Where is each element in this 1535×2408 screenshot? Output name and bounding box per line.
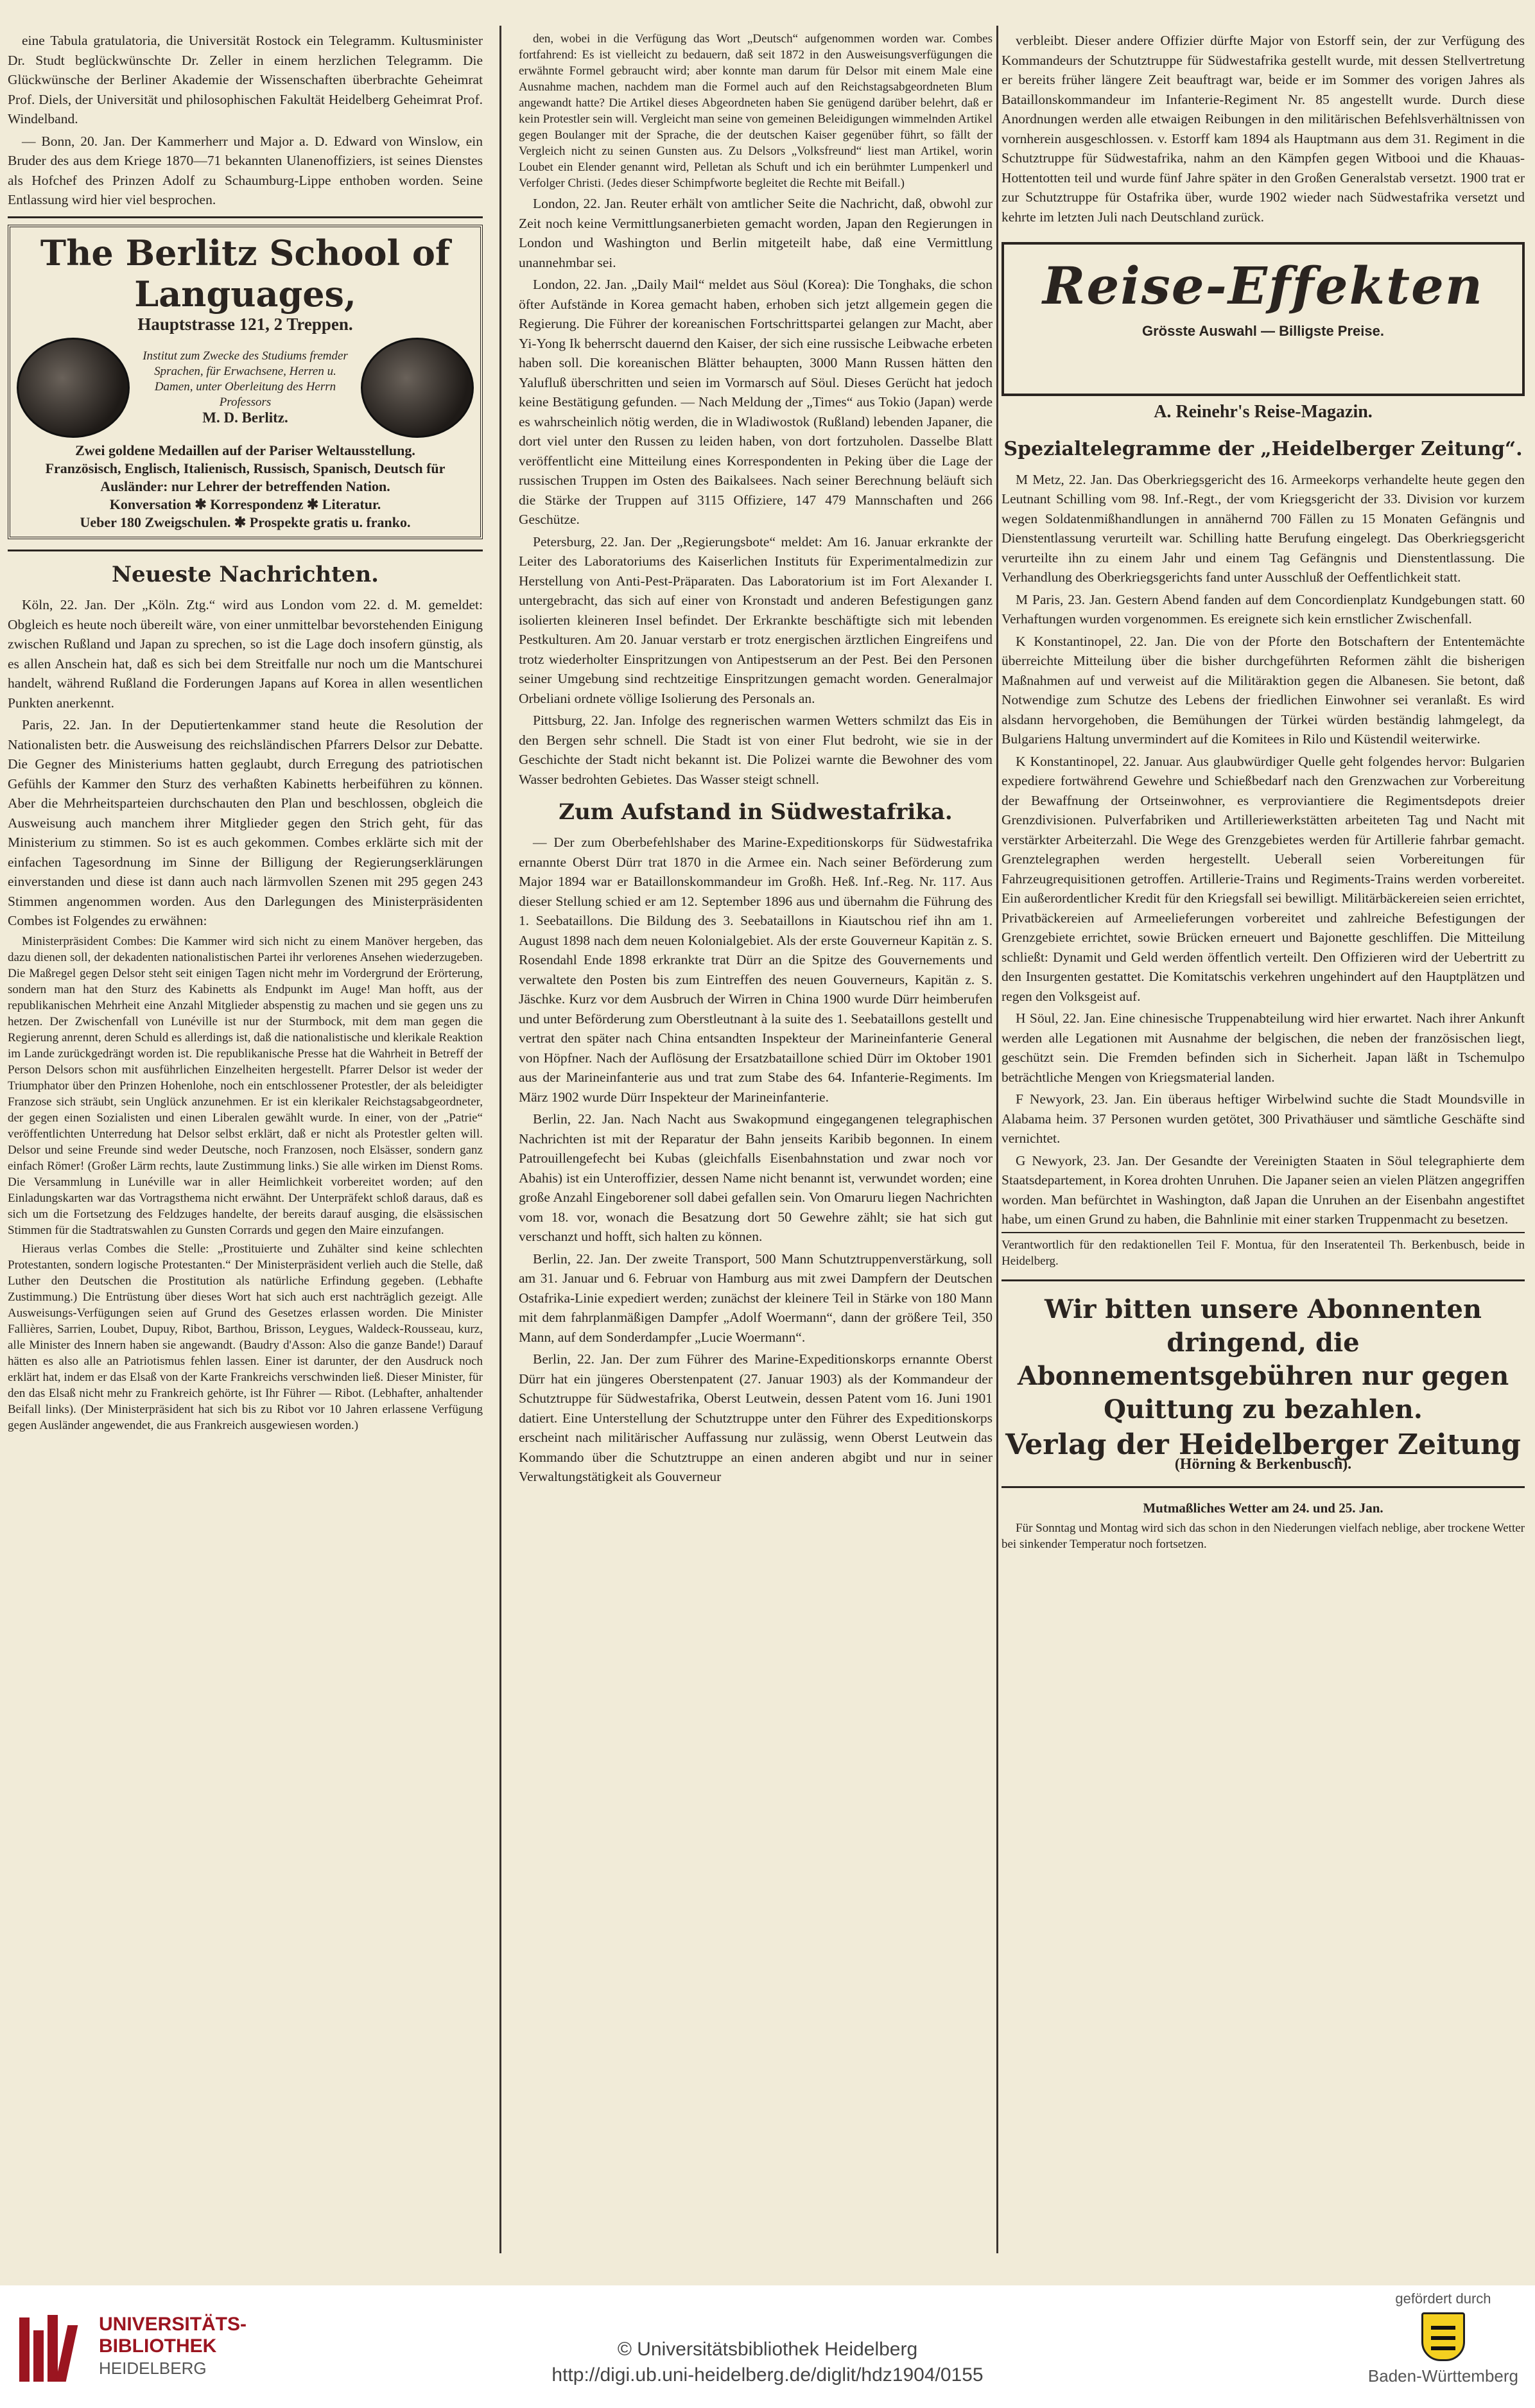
ad-line: Ueber 180 Zweigschulen. ✱ Prospekte gratis u. franko.	[80, 514, 411, 530]
article-paragraph: Köln, 22. Jan. Der „Köln. Ztg.“ wird aus London vom 22. d. M. gemeldet: Obgleich es heute noch übereilt wäre, von einer unmittelbar bevorstehenden Einigung zwischen Rußland und Japan zu sprechen, so ist die Lage doch insofern günstig, als es allen Anschein hat, daß es sich bei dem Streitfalle nur noch um die Mantschurei handelt, während Rußland die Forderungen Japans auf Korea in allen wesentlichen Punkten anerkennt.	[8, 597, 483, 711]
divider	[8, 216, 483, 218]
weather-title: Mutmaßliches Wetter am 24. und 25. Jan.	[1143, 1500, 1383, 1516]
column-3	[1002, 31, 1525, 2265]
ad-address: Hauptstrasse 121, 2 Treppen.	[137, 314, 353, 334]
medal-right-icon	[361, 338, 474, 438]
ad-line: Französisch, Englisch, Italienisch, Russisch, Spanisch, Deutsch für Ausländer: nur Lehrer der betreffenden Nation.	[45, 460, 446, 494]
column-1	[8, 31, 483, 2265]
article-paragraph: Berlin, 22. Jan. Der zweite Transport, 500 Mann Schutztruppenverstärkung, soll am 31. Januar und 6. Februar von Hamburg aus mit zwei Dampfern der Deutschen Ostafrika-Linie expediert werden; zunächst der kleinere Teil in Stärke von 180 Mann mit dem fahrplanmäßigen Dampfer „Adolf Woermann“, dann der größere Teil, 350 Mann, auf dem Sonderdampfer „Lucie Woermann“.	[519, 1251, 993, 1345]
sponsor-name: Baden-Württemberg	[1367, 2366, 1518, 2386]
copyright-text: © Universitätsbibliothek Heidelberg	[617, 2339, 918, 2360]
telegram-paragraph: H Söul, 22. Jan. Eine chinesische Truppenabteilung wird hier erwartet. Nach ihrer Ankunft werden alle Legationen mit Ausnahme der belgischen, die neben der französischen liegt, geschützt sein. Die Fremden befinden sich in Sicherheit. Japan läßt in Tschemulpo beträchtliche Mengen von Kriegsmaterial landen.	[1002, 1010, 1525, 1085]
column-rule	[996, 26, 998, 2253]
ad-institute-text: Institut zum Zwecke des Studiums fremder Sprachen, für Erwachsene, Herren u. Damen, unter Oberleitung des Herrn Professors	[143, 349, 348, 409]
library-name-line: UNIVERSITÄTS-	[99, 2314, 247, 2335]
article-paragraph: — Bonn, 20. Jan. Der Kammerherr und Major a. D. Edward von Winslow, ein Bruder des aus dem Kriege 1870—71 bekannten Ulanenoffiziers, ist seines Dienstes als Hofchef des Prinzen Adolf zu Schaumburg-Lippe enthoben worden. Seine Entlassung wird hier viel besprochen.	[8, 133, 483, 207]
citation	[0, 2337, 1535, 2388]
ad-line: Konversation ✱ Korrespondenz ✱ Literatur.	[109, 496, 381, 512]
article-paragraph: Berlin, 22. Jan. Nach Nacht aus Swakopmund eingegangenen telegraphischen Nachrichten ist mit der Reparatur der Bahn jenseits Karibib begonnen. In einem Patrouillengefecht bei Kubas (gleichfalls Eisenbahnstation und zwar noch vor Abahis) ist ein Unteroffizier, dessen Name nicht benannt ist, verwundet worden; eine große Anzahl Eingeborener soll dabei gefallen sein. Von Omaruru liegen Nachrichten vom 18. vor, wonach die Besatzung dort 50 Gewehre zählt; sie hat sich gut verschanzt und hofft, sich halten zu können.	[519, 1111, 993, 1244]
ad-title: The Berlitz School of Languages,	[40, 232, 451, 315]
telegram-paragraph: F Newyork, 23. Jan. Ein überaus heftiger Wirbelwind suchte die Stadt Moundsville in Alabama heim. 37 Personen wurden getötet, 300 Privathäuser und sämtliche Geschäfte sind vernichtet.	[1002, 1091, 1525, 1146]
footer	[0, 2285, 1535, 2408]
publisher-name: Verlag der Heidelberger Zeitung	[1005, 1428, 1521, 1461]
funded-by-label: gefördert durch	[1395, 2291, 1491, 2307]
article-paragraph-small: Hieraus verlas Combes die Stelle: „Prostituierte und Zuhälter sind keine schlechten Protestanten, sondern logische Protestanten.“ Der Ministerpräsident verlieh auch die Stelle, daß Luther den Deutschen die Prostitution als natürliche Erfindung gegeben. (Lebhafte Zustimmung.) Die Entrüstung über dieses Wort hat sich auch erst nachträglich gezeigt. Alle Ausweisungs-Verfügungen seien auf Grund des Gesetzes erlassen worden. Die Minister Fallières, Sarrien, Loubet, Dupuy, Ribot, Barthou, Brisson, Leygues, Waldeck-Rousseau, kurz, alle Minister des Innern haben sie angewandt. (Baudry d'Asson: Also die ganze Bande!) Darauf hätten es also alle an Patriotismus fehlen lassen. Einer ist darunter, der den Ausdruck noch erklärt hat, indem er das Elsaß von der Karte Frankreichs verschwinden ließ. Dieser Minister, für den das Elsaß nicht mehr zu Frankreich gehörte, ist Ihr Führer — Ribot. (Lebhafter, anhaltender Beifall links). (Der Ministerpräsident hat sich bis zu Ribot vor 10 Jahren erlassene Verfügung gegen Ausländer angewendet, die aus Frankreich ausgewiesen worden.)	[8, 1242, 483, 1432]
article-paragraph: London, 22. Jan. Reuter erhält von amtlicher Seite die Nachricht, daß, obwohl zur Zeit noch keine Vermittlungsanerbieten gemacht worden, Japan den Regierungen in London und Washington und Berlin mitgeteilt habe, daß eine Vermittlung unannehmbar sei.	[519, 196, 993, 270]
notice-text: Wir bitten unsere Abonnenten dringend, die Abonnementsgebühren nur gegen Quittung zu bezahlen.	[1017, 1294, 1509, 1425]
ad-shop-name: A. Reinehr's Reise-Magazin.	[1154, 402, 1373, 422]
sponsor-logo[interactable]	[1368, 2291, 1518, 2386]
article-paragraph: verbleibt. Dieser andere Offizier dürfte Major von Estorff sein, der zur Verfügung des Kommandeurs der Schutztruppe für Südwestafrika gestellt wurde, mit dessen Stellvertretung er bereits früher längere Zeit beauftragt war, beide er im Sommer des vorigen Jahres als Bataillonskommandeur im Infanterie-Regiment Nr. 85 angestellt wurde. Durch diese Anordnungen werden alle etwaigen Reibungen in den militärischen Befehlsverhältnissen von vornherein ausgeschlossen. v. Estorff kam 1894 als Hauptmann aus dem 31. Regiment in die Schutztruppe für Südwestafrika, nahm an den Kämpfen gegen Witbooi und die Khauas-Hottentotten teil und wurde fünf Jahre später in den Großen Generalstab versetzt. 1900 trat er zur Schutztruppe für Ostafrika über, wurde 1902 wieder nach Südwestafrika versetzt und kehrte im letzten Juli nach Deutschland zurück.	[1002, 33, 1525, 225]
article-paragraph: — Der zum Oberbefehlshaber des Marine-Expeditionskorps für Südwestafrika ernannte Oberst Dürr trat 1870 in die Armee ein. Nach seiner Beförderung zum Major 1894 war er Bataillonskommandeur im Großh. Heß. Inf.-Reg. Nr. 117. Aus dieser Stellung schied er am 12. September 1896 aus und übernahm die Führung des 1. Seebataillons. Die Bildung des 3. Seebataillons in Kiautschou rief ihn am 1. August 1898 nach dem neuen Kolonialgebiet. Als der erste Gouverneur Kapitän z. S. Rosendahl Ende 1898 erkrankte trat Dürr an die Spitze des Gouvernements und verwaltete den Posten bis zum Eintreffen des neuen Gouverneurs, Kapitän z. S. Jäschke. Kurz vor dem Ausbruch der Wirren in China 1900 wurde Dürr heimberufen und unter Beförderung zum Oberstleutnant à la suite des 1. Seebataillons gestellt und vertrat den später nach China entsandten Inspekteur der Marineinfanterie General von Höpfner. Nach der Auflösung der Ersatzbataillone schied Dürr im Oktober 1901 aus der Marineinfanterie aus und trat zum Stabe des 64. Infanterie-Regiments. Im März 1902 wurde Dürr Inspekteur der Marineinfanterie.	[519, 835, 993, 1105]
ad-director: M. D. Berlitz.	[202, 410, 288, 426]
medal-left-icon	[17, 338, 130, 438]
article-paragraph: Petersburg, 22. Jan. Der „Regierungsbote“ meldet: Am 16. Januar erkrankte der Leiter des Laboratoriums des Kaiserlichen Instituts für Experimentalmedizin zur Herstellung von Anti-Pest-Präparaten. Das Laboratorium ist im Fort Alexander I. untergebracht, das sich auf einer von Kronstadt und anderen Befestigungen ganz isolierten kleineren Insel befindet. Der Erkrankte beschäftigte sich mit lebenden Pestkulturen. Am 20. Januar verstarb er trotz energischen ärztlichen Eingreifens und trotz wiederholter Einspritzungen von Antipestserum an der Pest. Bei den Personen seiner Umgebung sind rechtzeitige Einspritzungen gemacht worden. Generalmajor Orbeliani ordnete völlige Isolierung des Personals an.	[519, 533, 993, 706]
column-rule	[499, 26, 501, 2253]
telegram-paragraph: M Paris, 23. Jan. Gestern Abend fanden auf dem Concordienplatz Kundgebungen statt. 60 Verhaftungen wurden vorgenommen. Es ereignete sich kein ernstlicher Zwischenfall.	[1002, 591, 1525, 627]
reise-effekten-advertisement	[1002, 242, 1525, 396]
article-paragraph-small: Ministerpräsident Combes: Die Kammer wird sich nicht zu einem Manöver hergeben, das dazu dienen soll, der dekadenten nationalistischen Partei ihr verlorenes Ansehen wiederzugeben. Die Maßregel gegen Delsor steht seit einigen Tagen nicht mehr im Vordergrund der Erörterung, sondern man hat den Sturz des Kabinetts als Endpunkt im Auge! Man hofft, aus der republikanischen Mehrheit eine Anzahl Mitglieder abspenstig zu machen und sie gegen uns zu hetzen. Der Zwischenfall von Lunéville ist nur der Sturmbock, mit dem man gegen die Regierung anrennt, deren Schuld es allerdings ist, daß die nationalistische und klerikale Reaktion im Lande zurückgedrängt worden ist. Die republikanische Presse hat die Wahrheit in Betreff der Person Delsors schon mit ausführlichen Einzelheiten hergestellt. Pfarrer Delsor ist weder der Triumphator über den Prinzen Hohenlohe, noch ein entschlossener Protestler, der als beleidigter Franzose sich sträubt, sein Unglück anzunehmen. Er ist ein klerikaler Reichstagsabgeordneter, der gegen einen Sozialisten und einen Liberalen gewählt wurde. In einer, von der „Patrie“ veröffentlichten Unterredung hat Delsor selbst erklärt, daß er nicht als Protestler gelten will. Delsor und seine Freunde sind weder Deutsche, noch Franzosen, noch Elsässer, sondern ganz einfach Römer! (Großer Lärm rechts, laute Zustimmung links.) Sie alle wirken im Dienst Roms. Die Versammlung in Lunéville war in aller Heimlichkeit vorbereitet worden; auf den Einladungskarten war das Vortragsthema nicht erwähnt. Der Unterpräfekt schloß daraus, daß es sich um die Fortsetzung des Feldzuges handelte, der bereits darauf ausging, die elsässischen Stimmen für die Stadtratswahlen zu Gunsten Corrards und gegen den Maire einzufangen.	[8, 934, 483, 1237]
telegram-paragraph: K Konstantinopel, 22. Januar. Aus glaubwürdiger Quelle geht folgendes hervor: Bulgarien expediere fortwährend Gewehre und Schießbedarf nach den Grenzwachen zur Vorbereitung der Bewaffnung der Ortseinwohner, es verproviantiere die Regimentsdepots dreier Grenzdivisionen. Pulverfabriken und Artilleriewerkstätten arbeiteten Tag und Nacht mit verstärkter Arbeiterzahl. Die Wege des Grenzgebietes werden für Artillerie fahrbar gemacht. Grenztelegraphen werden hergestellt. Ueberall seien Vorbereitungen für Fahrzeugrequisitionen getroffen. Artillerie-Trains und Regiments-Trains werden vorbereitet. Ein außerordentlicher Kredit für den Kriegsfall sei bewilligt. Militärbäckereien seien errichtet, Privatbäckereien auf Armeelieferungen vorbereitet und zahlreiche Befestigungen der Grenzgebiete errichtet, sowie Brücken erneuert und Bajonette geschliffen. Die Mitteilung schließt: Dynamit und Geld werden öffentlich verteilt. Den Offizieren wird der Uebertritt zu den Insurgenten gestattet. Die Komitatschis verkehren ungehindert auf den Hauptplätzen und regen den Volksgeist auf.	[1002, 753, 1525, 1004]
section-heading-telegrams: Spezialtelegramme der „Heidelberger Zeitung“.	[1003, 437, 1523, 460]
telegram-paragraph: M Metz, 22. Jan. Das Oberkriegsgericht des 16. Armeekorps verhandelte heute gegen den Leutnant Schilling vom 98. Inf.-Regt., der vom Kriegsgericht der 33. Division vor kurzem wegen Soldatenmißhandlungen in annähernd 700 Fällen zu 15 Monaten Gefängnis und Dienstentlassung verurteilt war. Schilling hatte Berufung eingelegt. Das Oberkriegsgericht verurteilte ihn zu einem Jahr und einem Tag Gefängnis und Dienstentlassung. Die Verhandlung des Oberkriegsgerichts fand unter Ausschluß der Oeffentlichkeit statt.	[1002, 471, 1525, 585]
imprint: Verantwortlich für den redaktionellen Teil F. Montua, für den Inseratenteil Th. Berkenbusch, beide in Heidelberg.	[1002, 1232, 1525, 1269]
state-crest-icon	[1421, 2312, 1465, 2361]
library-name-line: BIBLIOTHEK	[99, 2335, 217, 2357]
article-paragraph: Pittsburg, 22. Jan. Infolge des regnerischen warmen Wetters schmilzt das Eis in den Bergen sehr schnell. Die Stadt ist von einer Flut bedroht, wie sie in der Geschichte der Stadt nicht bekannt ist. Die Polizei warnte die Bewohner des vom Wasser bedrohten Gebietes. Das Wasser steigt schnell.	[519, 713, 993, 787]
publisher-editors: (Hörning & Berkenbusch).	[1174, 1456, 1352, 1473]
column-2	[519, 31, 993, 2265]
library-name-line: HEIDELBERG	[99, 2359, 207, 2378]
telegram-paragraph: K Konstantinopel, 22. Jan. Die von der Pforte den Botschaftern der Ententemächte überreichte Mitteilung über die bisher durchgeführten Reformen zählt die bisherigen Maßnahmen auf und verweist auf die Militäraktion gegen die Albanesen. Sie betont, daß Notwendige zum Schutze des Lebens der friedlichen Einwohner sei veranlaßt. Es wird alsdann hervorgehoben, die Bemühungen der Türkei würden beständig lahmgelegt, da Bulgariens Haltung unvermindert auf die Komitees in Rilo und Küstendil weiterwirke.	[1002, 633, 1525, 747]
article-paragraph: London, 22. Jan. „Daily Mail“ meldet aus Söul (Korea): Die Tonghaks, die schon öfter Aufstände in Korea gemacht haben, erhoben sich jetzt allgemein gegen die Regierung. Die Führer der koreanischen Fortschrittspartei gelangen zur Macht, aber Yi-Yong Ik beherrscht dauernd den Kaiser, der sich eine russische Leibwache erbeten haben soll. Die koreanischen Blätter behaupten, 3000 Mann Russen hätten den Yalufluß überschritten und seien im Vormarsch auf Söul. Dieses Gerücht hat jedoch keine Bestätigung gefunden. — Nach Meldung der „Times“ aus Tokio (Japan) werde es wahrscheinlich nötig werden, die in Wladiwostok (Rußland) lebenden Japaner, die dort viel unter den Russen zu leiden haben, von dort fortzuholen. Dasselbe Blatt veröffentlicht eine Mitteilung eines Korrespondenten in Peking über die Lage der russischen Truppen im Osten des Baikalsees. Nach seiner Berechnung beläuft sich die Stärke der Truppen auf 3115 Offiziere, 147 479 Mannschaften und 266 Geschütze.	[519, 277, 993, 527]
ad-line: Zwei goldene Medaillen auf der Pariser Weltausstellung.	[75, 442, 415, 458]
permalink[interactable]: http://digi.ub.uni-heidelberg.de/diglit/hdz1904/0155	[551, 2364, 984, 2386]
divider	[8, 550, 483, 551]
ad-subtitle: Grösste Auswahl — Billigste Preise.	[1142, 323, 1384, 339]
section-heading-suedwestafrika: Zum Aufstand in Südwestafrika.	[559, 799, 953, 825]
article-paragraph: Berlin, 22. Jan. Der zum Führer des Marine-Expeditionskorps ernannte Oberst Dürr hat ein jüngeres Oberstenpatent (27. Januar 1903) als der Kommandeur der Schutztruppe für Südwestafrika, Oberst Leutwein, dessen Patent vom 16. Juni 1901 datiert. Eine Unterstellung der Schutztruppe unter den Führer des Expeditionskorps erscheint nach militärischer Auffassung nur zulässig, wenn Oberst Leutwein das Kommando über die Schutztruppe an einen anderen abgibt und nur in seiner Verwaltungstätigkeit als Gouverneur	[519, 1351, 993, 1484]
weather-text: Für Sonntag und Montag wird sich das schon in den Niederungen vielfach neblige, aber trockene Wetter bei sinkender Temperatur noch fortsetzen.	[1002, 1521, 1525, 1551]
article-paragraph: eine Tabula gratulatoria, die Universität Rostock ein Telegramm. Kultusminister Dr. Studt beglückwünschte Dr. Zeller in einem herzlichen Telegramm. Die Glückwünsche der Berliner Akademie der Wissenschaften überbrachte Geheimrat Prof. Diels, der Universität und philosophischen Fakultät Heidelberg Geheimrat Prof. Windelband.	[8, 33, 483, 126]
telegram-paragraph: G Newyork, 23. Jan. Der Gesandte der Vereinigten Staaten in Söul telegraphierte dem Staatsdepartement, in Korea drohten Unruhen. Die Japaner seien an vielen Plätzen angegriffen worden. Man befürchtet in Washington, daß Japan die Unruhen an der Eisenbahn angestiftet habe, um einen Grund zu haben, die Bahnlinie mit einer starken Truppenmacht zu besetzen.	[1002, 1152, 1525, 1227]
subscription-notice	[1002, 1279, 1525, 1488]
article-paragraph: Paris, 22. Jan. In der Deputiertenkammer stand heute die Resolution der Nationalisten betr. die Ausweisung des reichsländischen Pfarrers Delsor zur Debatte. Die Gegner des Ministeriums hatten geglaubt, durch Erregung des patriotischen Gefühls der Kammer den Sturz des verhaßten Kabinetts herbeiführen zu können. Aber die Mehrheitsparteien durchschauten den Plan und beschlossen, obgleich die Ausweisung auch manchem ihrer Mitglieder gegen den Strich geht, für das Ministerium zu stimmen. So ist es auch gekommen. Combes erklärte sich mit der einfachen Tagesordnung im Sinne der Billigung der Regierungserklärungen einverstanden und diese ist dann auch nach lärmvollen Szenen mit 295 gegen 243 Stimmen angenommen worden. Aus den Darlegungen des Ministerpräsidenten Combes ist Folgendes zu erwähnen:	[8, 717, 483, 928]
ad-title: Reise-Effekten	[1042, 256, 1484, 316]
berlitz-advertisement	[8, 225, 483, 540]
section-heading-news: Neueste Nachrichten.	[111, 562, 379, 587]
article-paragraph-small: den, wobei in die Verfügung das Wort „Deutsch“ aufgenommen worden war. Combes fortfahrend: Es ist vielleicht zu bedauern, daß seit 1872 in den Ausweisungsverfügungen die erwähnte Formel gebraucht wird; aber konnte man darum für Delsor mit einem Male eine Ausnahme machen, nachdem man die Formel auch auf den Reichstagsabgeordneten Blum angewandt hatte? Die Artikel dieses Abgeordneten haben Sie genügend darüber belehrt, daß er kein Protestler sein will. Vergleicht man seine von gemeinen Beleidigungen wimmelnden Artikel gegen Boulanger mit der Sprache, die der deutschen Kaiser gegenüber führt, so fällt der Vergleich nicht zu seinen Gunsten aus. Zu Delsors „Volksfreund“ liest man Artikel, worin Loubet ein Elender genannt wird, Pelletan als Schuft und ich ein berühmter Lumpenkerl und Verfolger Christi. (Jedes dieser Schimpfworte begleitet die Rechte mit Beifall.)	[519, 32, 993, 190]
